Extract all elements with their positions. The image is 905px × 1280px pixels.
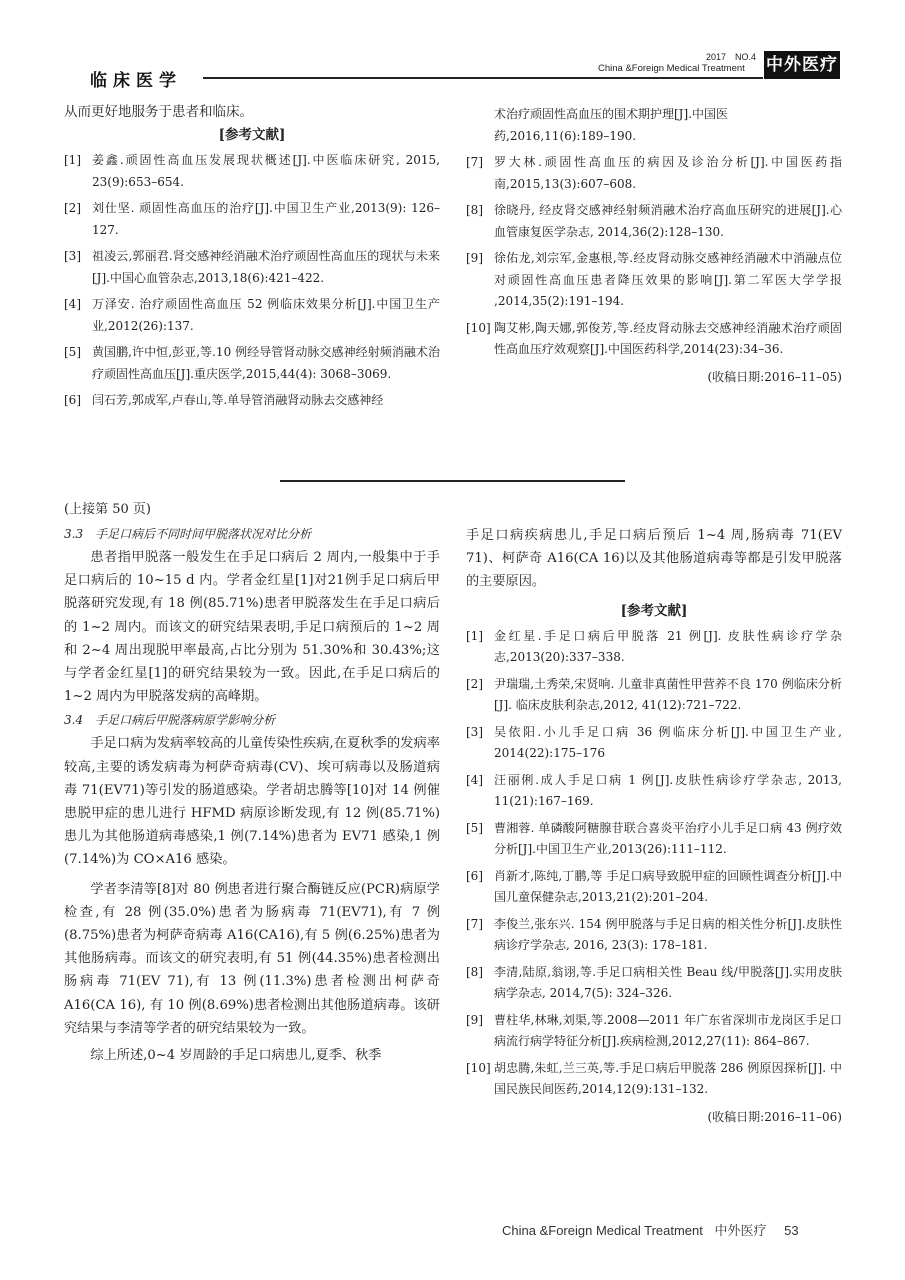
lead-text: 从而更好地服务于患者和临床。 bbox=[64, 104, 253, 120]
reference-item: [5] 黄国鹏,许中恒,彭亚,等.10 例经导管肾动脉交感神经射频消融术治疗顽固性高血压[J].重庆医学,2015,44(4): 3068–3069. bbox=[64, 345, 440, 381]
reference-item: [6] 闫石芳,郭成军,卢春山,等.单导管消融肾动脉去交感神经 bbox=[64, 393, 384, 407]
header-rule bbox=[203, 77, 763, 79]
section-heading-3-4: 3.4 手足口病后甲脱落病原学影响分析 bbox=[64, 713, 276, 728]
footer-journal-cn: 中外医疗 bbox=[714, 1223, 767, 1238]
reference-item: [1] 金红星.手足口病后甲脱落 21 例[J]. 皮肤性病诊疗学杂志,2013(20):337–338. bbox=[466, 628, 842, 665]
journal-name-en: China &Foreign Medical Treatment bbox=[598, 63, 745, 74]
bottom-left-column bbox=[64, 498, 440, 1067]
body-paragraph: 学者李清等[8]对 80 例患者进行聚合酶链反应(PCR)病原学检查,有 28 例(35.0%)患者为肠病毒 71(EV71),有 7 例(8.75%)患者为柯萨奇病毒 A16(CA16),有 5 例(6.25%)患者为其他肠病毒。而该文的研究表明,有 51 例(44.35%)患者检测出肠病毒 71(EV 71),有 13 例(11.3%)患者检测出柯萨奇 A16(CA 16), 有 10 例(8.69%)患者检测出其他肠道病毒。该研究结果与李清等学者的研究结果较为一致。 bbox=[64, 881, 440, 1036]
reference-item: [4] 万泽安. 治疗顽固性高血压 52 例临床效果分析[J].中国卫生产业,2012(26):137. bbox=[64, 297, 440, 333]
reference-item: [9] 徐佑龙,刘宗军,金惠根,等.经皮肾动脉交感神经消融术中消融点位对顽固性高血压患者降压效果的影响[J].第二军医大学学报 ,2014,35(2):191–194. bbox=[466, 251, 842, 308]
footer-journal-en: China &Foreign Medical Treatment bbox=[502, 1223, 703, 1238]
reference-continuation: 术治疗顽固性高血压的围术期护理[J].中国医药,2016,11(6):189–190. bbox=[494, 107, 728, 143]
page-number: 53 bbox=[784, 1223, 799, 1238]
body-paragraph: 手足口病疾病患儿,手足口病后预后 1~4 周,肠病毒 71(EV 71)、柯萨奇 A16(CA 16)以及其他肠道病毒等都是引发甲脱落的主要原因。 bbox=[466, 528, 842, 590]
reference-item: [9] 曹柱华,林琳,刘渠,等.2008—2011 年广东省深圳市龙岗区手足口病流行病学特征分析[J].疾病检测,2012,27(11): 864–867. bbox=[466, 1012, 842, 1049]
section-title: 临床医学 bbox=[90, 71, 182, 91]
received-date: (收稿日期:2016–11–05) bbox=[707, 369, 842, 384]
issue-label: 2017 NO.4 bbox=[706, 52, 757, 62]
continued-note: (上接第 50 页) bbox=[64, 502, 151, 517]
section-heading-3-3: 3.3 手足口病后不同时间甲脱落状况对比分析 bbox=[64, 527, 312, 541]
reference-item: [1] 姜鑫.顽固性高血压发展现状概述[J].中医临床研究, 2015, 23(9):653–654. bbox=[64, 153, 440, 189]
references-title: [参考文献] bbox=[620, 602, 688, 619]
top-left-column bbox=[64, 100, 440, 417]
reference-item: [10] 陶艾彬,陶天娜,郭俊芳,等.经皮肾动脉去交感神经消融术治疗顽固性高血压疗效观察[J].中国医药科学,2014(23):34–36. bbox=[466, 320, 842, 356]
reference-item: [7] 罗大林.顽固性高血压的病因及诊治分析[J].中国医药指南,2015,13(3):607–608. bbox=[466, 155, 842, 191]
reference-item: [2] 尹瑞瑞,土秀荣,宋贤响. 儿童非真菌性甲营养不良 170 例临床分析[J]. 临床皮肤利杂志,2012, 41(12):721–722. bbox=[466, 676, 842, 713]
bottom-right-column bbox=[466, 524, 842, 1128]
reference-item: [6] 肖新才,陈纯,丁鹏,等 手足口病导致脱甲症的回顾性调查分析[J].中国儿童保健杂志,2013,21(2):201–204. bbox=[466, 868, 842, 905]
top-right-column bbox=[466, 104, 842, 388]
reference-item: [10] 胡忠腾,朱虹,兰三英,等.手足口病后甲脱落 286 例原因探析[J]. 中国民族民间医药,2014,12(9):131–132. bbox=[466, 1060, 842, 1097]
reference-item: [5] 曹湘蓉. 单磷酸阿糖腺苷联合喜炎平治疗小儿手足口病 43 例疗效分析[J].中国卫生产业,2013(26):111–112. bbox=[466, 820, 842, 857]
reference-item: [4] 汪丽俐.成人手足口病 1 例[J].皮肤性病诊疗学杂志, 2013, 11(21):167–169. bbox=[466, 772, 842, 809]
reference-list bbox=[64, 150, 440, 412]
reference-item: [3] 祖凌云,郭丽君.肾交感神经消融术治疗顽固性高血压的现状与未来[J].中国心血管杂志,2013,18(6):421–422. bbox=[64, 249, 440, 285]
journal-logo: 中外医疗 bbox=[764, 51, 840, 79]
body-paragraph: 手足口病为发病率较高的儿童传染性疾病,在夏秋季的发病率较高,主要的诱发病毒为柯萨奇病毒(CV)、埃可病毒以及肠道病毒 71(EV71)等引发的肠道感染。学者胡忠腾等[10]对 14 例催患脱甲症的患儿进行 HFMD 病原诊断发现,有 12 例(85.71%)患儿为其他肠道病毒感染,1 例(7.14%)患者为 EV71 感染,1 例(7.14%)为 CO×A16 感染。 bbox=[64, 736, 440, 868]
body-paragraph: 患者指甲脱落一般发生在手足口病后 2 周内,一般集中于手足口病后的 10~15 d 内。学者金红星[1]对21例手足口病后甲脱落研究发现,有 18 例(85.71%)患者甲脱落发生在手足口病后的 1~2 周内。而该文的研究结果表明,手足口病预后的 1~2 周和 2~4 周出现脱甲率最高,占比分别为 51.30%和 30.43%;这与学者金红星[1]的研究结果较为一致。因此,在手足口病后的 1~2 周内为甲脱落发病的高峰期。 bbox=[64, 550, 440, 705]
reference-item: [8] 徐晓丹, 经皮肾交感神经射频消融术治疗高血压研究的进展[J].心血管康复医学杂志, 2014,36(2):128–130. bbox=[466, 203, 842, 239]
body-paragraph: 综上所述,0~4 岁周龄的手足口病患儿,夏季、秋季 bbox=[90, 1048, 382, 1064]
reference-item: [2] 刘仕坚. 顽固性高血压的治疗[J].中国卫生产业,2013(9): 126–127. bbox=[64, 201, 440, 237]
page-footer bbox=[502, 1220, 799, 1239]
received-date: (收稿日期:2016–11–06) bbox=[707, 1109, 842, 1124]
references-title: [参考文献] bbox=[218, 127, 286, 143]
reference-item: [3] 吴依阳.小儿手足口病 36 例临床分析[J].中国卫生产业, 2014(22):175–176 bbox=[466, 724, 842, 761]
reference-item: [7] 李俊兰,张东兴. 154 例甲脱落与手足日病的相关性分析[J].皮肤性病诊疗学杂志, 2016, 23(3): 178–181. bbox=[466, 916, 842, 953]
article-separator bbox=[280, 480, 625, 482]
reference-item: [8] 李清,陆原,翁诩,等.手足口病相关性 Beau 线/甲脱落[J].实用皮肤病学杂志, 2014,7(5): 324–326. bbox=[466, 964, 842, 1001]
